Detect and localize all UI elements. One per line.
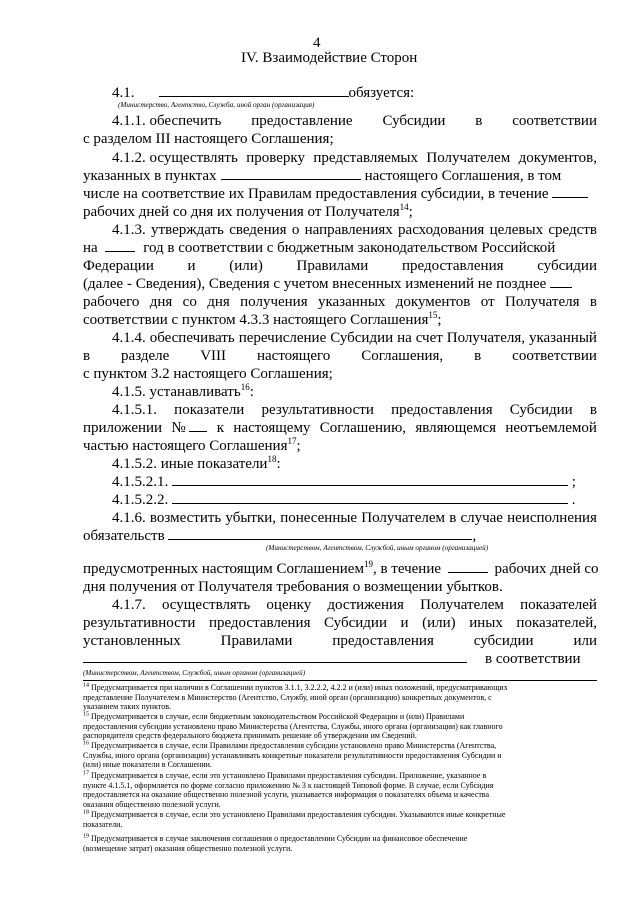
footnote-ref: 18 [267, 454, 277, 464]
text-line: установленных Правилами предоставления субсидии или [83, 633, 597, 649]
footnote-ref: 17 [287, 436, 297, 446]
text-line [83, 650, 467, 668]
section-title: IV. Взаимодействие Сторон [241, 50, 418, 66]
blank-field[interactable] [221, 167, 361, 180]
blank-field[interactable] [172, 473, 568, 486]
blank-field[interactable] [552, 185, 588, 198]
blank-field[interactable] [550, 275, 572, 288]
clause-4-1-7: 4.1.7. осуществлять оценку достижения Получателем показателей [112, 597, 597, 613]
text-line: частью настоящего Соглашения$^{17}$; [83, 436, 301, 454]
footnote-17: $^{17}$ Предусматривается в случае, если это установлено Правилами предоставления субсидии. Приложение, указанное в пункте 4.1.5.1, оформляется по форме согласно приложению № 3 к настоящей Типовой форме. В случае, если Субсидия предоставляется на оказание общественно полезной услуги, указывается информация о показателях объема и качества оказания общественно полезной услуги. [83, 770, 494, 809]
text-line: дня получения от Получателя требования о возмещении убытков. [83, 579, 503, 595]
caption-ministry: (Министерство, Агентство, Служба, иной орган (организация) [118, 101, 315, 109]
clause-4-1-5-1: 4.1.5.1. показатели результативности предоставления Субсидии в [112, 402, 597, 418]
blank-field[interactable] [168, 527, 472, 540]
text-line: приложении № к настоящему Соглашению, являющемся неотъемлемой [83, 420, 597, 436]
page-number: 4 [313, 35, 321, 51]
caption-ministry: (Министерством, Агентством, Службой, иным органом (организацией) [266, 544, 489, 552]
blank-field[interactable] [189, 419, 207, 432]
text-line: в соответствии [485, 651, 581, 667]
text-line: числе на соответствие их Правилам предоставления субсидии, в течение [83, 185, 588, 203]
blank-field[interactable] [172, 491, 568, 504]
footnote-ref: 19 [363, 559, 373, 569]
footnote-14: $^{14}$ Предусматривается при наличии в Соглашении пунктов 3.1.1, 3.2.2.2, 4.2.2 и (или) иных положений, предусматривающих представление Получателем в Министерство (Агентство, Службу, иной орган (организацию) конкретных документов, с указанием таких пунктов. [83, 682, 508, 712]
text-line: рабочих дней со дня их получения от Получателя$^{14}$; [83, 202, 413, 220]
clause-4-1-1: 4.1.1. обеспечить предоставление Субсидии в соответствии [112, 113, 597, 129]
text-line: на год в соответствии с бюджетным законодательством Российской [83, 240, 556, 256]
clause-4-1-2: 4.1.2. осуществлять проверку представляемых Получателем документов, [112, 150, 597, 166]
text-line: с разделом III настоящего Соглашения; [83, 131, 334, 147]
clause-4-1-5-2-2: 4.1.5.2.2. . [112, 492, 576, 508]
clause-4-1-5: 4.1.5. устанавливать$^{16}$: [112, 382, 254, 400]
text-line: предусмотренных настоящим Соглашением$^{19}$, в течение рабочих дней со [83, 559, 599, 577]
text-line: рабочего дня со дня получения указанных документов от Получателя в [83, 294, 597, 310]
text-line: указанных в пунктах настоящего Соглашения, в том [83, 168, 562, 184]
clause-4-1: 4.1. обязуется: [112, 85, 415, 101]
clause-4-1-5-2-1: 4.1.5.2.1. ; [112, 474, 576, 490]
footnote-ref: 14 [399, 202, 409, 212]
text-line: (далее - Сведения), Сведения с учетом внесенных изменений не позднее [83, 275, 572, 293]
footnote-ref: 16 [240, 382, 250, 392]
text-line: результативности предоставления Субсидии и (или) иных показателей, [83, 615, 597, 631]
blank-field[interactable] [83, 650, 467, 663]
text-line: в разделе VIII настоящего Соглашения, в соответствии [83, 348, 597, 364]
caption-ministry: (Министерством, Агентством, Службой, иным органом (организацией) [83, 669, 306, 677]
text-line: Федерации и (или) Правилами предоставления субсидии [83, 258, 597, 274]
blank-field[interactable] [159, 84, 349, 97]
text-line: с пунктом 3.2 настоящего Соглашения; [83, 366, 333, 382]
footnote-19: $^{19}$ Предусматривается в случае заключения соглашения о предоставлении Субсидии на финансовое обеспечение (возмещение затрат) оказания общественно полезной услуги. [83, 833, 468, 853]
footnote-ref: 15 [428, 310, 438, 320]
clause-4-1-4: 4.1.4. обеспечивать перечисление Субсидии на счет Получателя, указанный [112, 330, 597, 346]
text-line: обязательств , [83, 528, 477, 544]
clause-4-1-3: 4.1.3. утверждать сведения о направлениях расходования целевых средств [112, 222, 597, 238]
clause-4-1-6: 4.1.6. возместить убытки, понесенные Получателем в случае неисполнения [112, 510, 597, 526]
blank-field[interactable] [448, 560, 488, 573]
footnote-15: $^{15}$ Предусматривается в случае, если бюджетным законодательством Российской Федерации и (или) Правилами предоставления субсидии установлено право Министерства (Агентства, Службы, иного органа (организации) как главного распорядителя средств федерального бюджета принимать решение об утверждении им Сведений. [83, 711, 503, 741]
clause-4-1-5-2: 4.1.5.2. иные показатели$^{18}$: [112, 454, 281, 472]
blank-field[interactable] [105, 239, 135, 252]
footnote-18: $^{18}$ Предусматривается в случае, если это установлено Правилами предоставления субсидии. Указываются иные конкретные показатели. [83, 809, 506, 829]
text-line: соответствии с пунктом 4.3.3 настоящего Соглашения$^{15}$; [83, 310, 442, 328]
footnote-16: $^{16}$ Предусматривается в случае, если Правилами предоставления субсидии установлено право Министерства (Агентства, Службы, иного органа (организации) устанавливать конкретные показатели результативности предоставления Субсидии и (или) иные показатели в Соглашении. [83, 740, 502, 770]
footnote-separator [83, 680, 597, 681]
